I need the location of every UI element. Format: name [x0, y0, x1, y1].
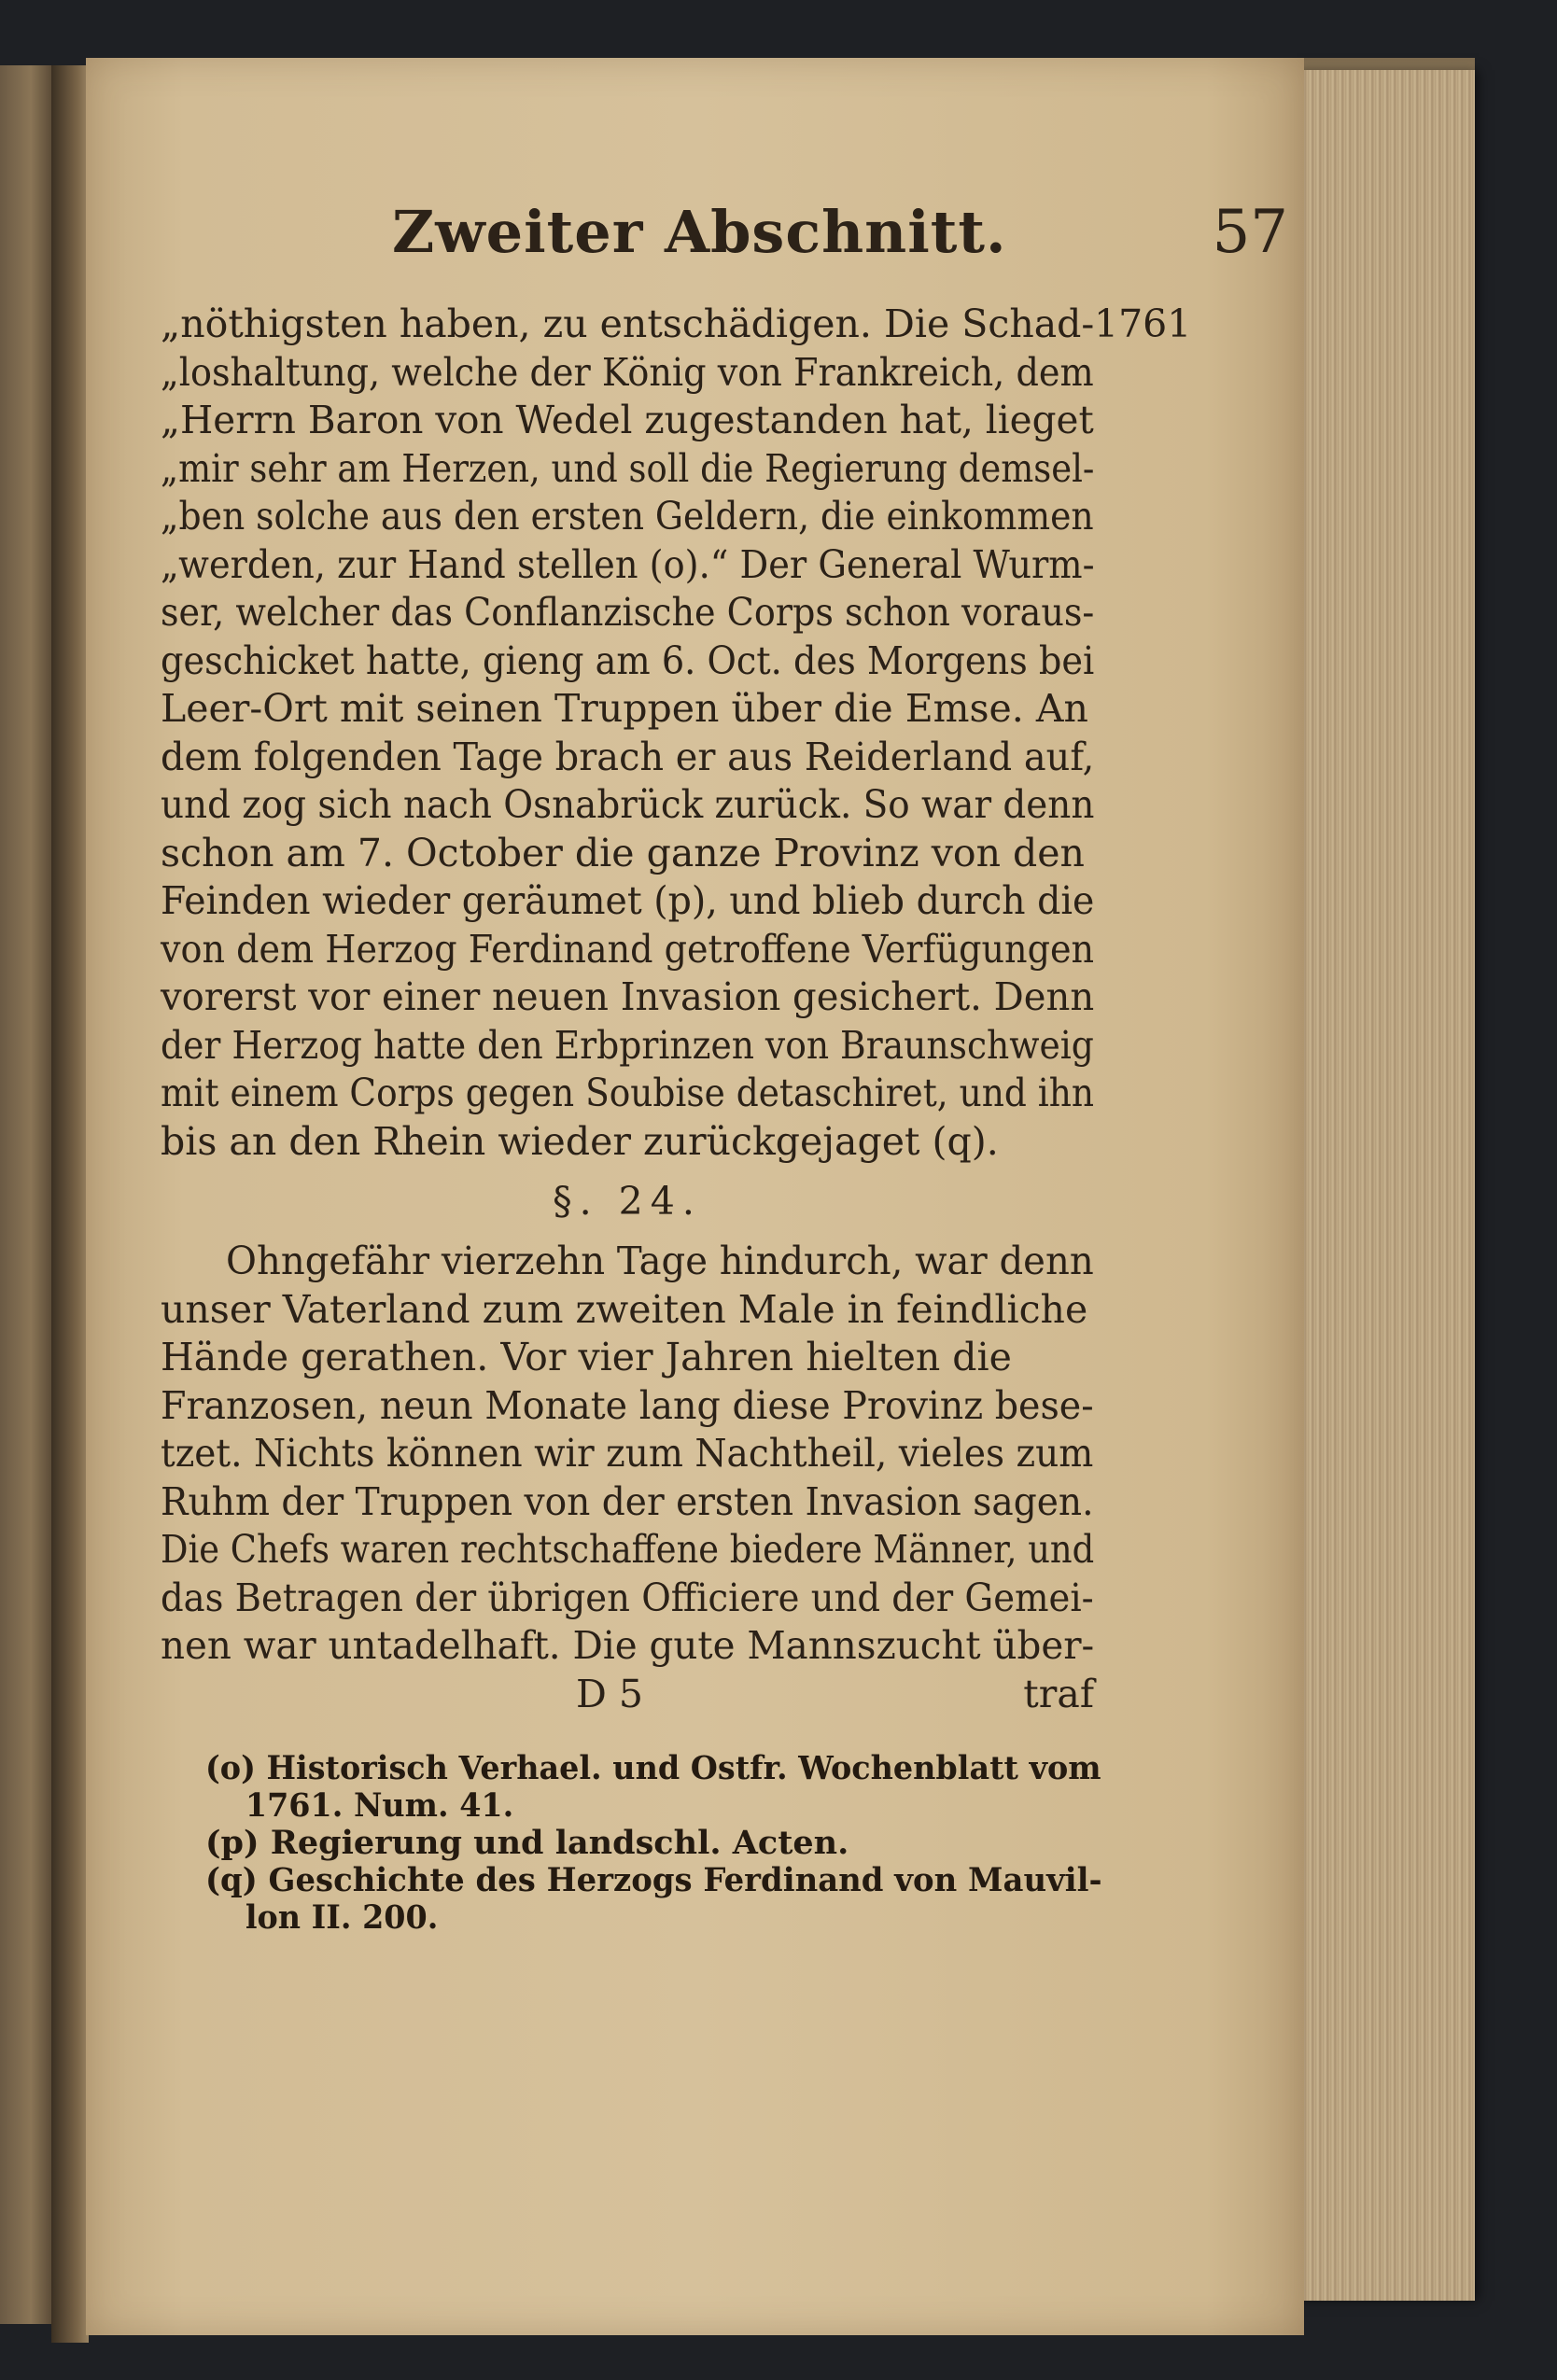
- text-line: „mir sehr am Herzen, und soll die Regierung demsel-: [161, 445, 1095, 491]
- text-line: schon am 7. October die ganze Provinz von den: [161, 830, 1085, 875]
- footnote: (p) Regierung und landschl. Acten.: [205, 1824, 849, 1862]
- footnote-continuation: 1761. Num. 41.: [245, 1786, 514, 1825]
- text-line: ser, welcher das Conflanzische Corps schon voraus-: [161, 590, 1095, 635]
- text-line: Ohngefähr vierzehn Tage hindurch, war denn: [226, 1239, 1094, 1283]
- text-line: mit einem Corps gegen Soubise detaschiret, und ihn: [161, 1071, 1095, 1115]
- text-line: der Herzog hatte den Erbprinzen von Braunschweig: [161, 1022, 1094, 1068]
- running-title: Zweiter Abschnitt.: [392, 198, 1007, 266]
- page-stack-edge: [1293, 70, 1475, 2301]
- footnotes: [205, 1750, 1101, 1937]
- margin-year: 1761: [1094, 301, 1192, 346]
- page-number: 57: [1212, 198, 1288, 267]
- text-line: dem folgenden Tage brach er aus Reiderland auf,: [161, 734, 1095, 779]
- footnote-continuation: lon II. 200.: [245, 1898, 439, 1937]
- text-line: Die Chefs waren rechtschaffene biedere Männer, und: [161, 1527, 1095, 1572]
- text-line: „ben solche aus den ersten Geldern, die einkommen: [161, 494, 1094, 539]
- body-text: [161, 301, 1192, 1718]
- text-line: und zog sich nach Osnabrück zurück. So war denn: [161, 782, 1095, 827]
- section-heading: §. 24.: [553, 1179, 702, 1224]
- text-line: von dem Herzog Ferdinand getroffene Verfügungen: [161, 926, 1095, 972]
- left-page-edge: [0, 65, 51, 2324]
- text-line: geschicket hatte, gieng am 6. Oct. des Morgens bei: [161, 637, 1095, 683]
- text-line: Leer-Ort mit seinen Truppen über die Emse. An: [161, 686, 1088, 731]
- text-line: „loshaltung, welche der König von Frankreich, dem: [161, 349, 1094, 395]
- signature-line: [161, 1671, 1094, 1719]
- page-header: [355, 198, 1288, 282]
- text-line: tzet. Nichts können wir zum Nachtheil, vieles zum: [161, 1431, 1094, 1476]
- text-line: vorerst vor einer neuen Invasion gesichert. Denn: [161, 974, 1095, 1019]
- text-line: „werden, zur Hand stellen (o).“ Der General Wurm-: [161, 541, 1095, 587]
- text-line: Franzosen, neun Monate lang diese Provinz bese-: [161, 1382, 1094, 1428]
- footnote: (o) Historisch Verhael. und Ostfr. Wochenblatt vom: [205, 1749, 1101, 1787]
- text-line: Feinden wieder geräumet (p), und blieb durch die: [161, 878, 1095, 923]
- text-line: „Herrn Baron von Wedel zugestanden hat, lieget: [161, 398, 1094, 442]
- signature-mark: D 5: [576, 1671, 643, 1716]
- text-line: das Betragen der übrigen Officiere und der Gemei-: [161, 1575, 1094, 1620]
- text-line: „nöthigsten haben, zu entschädigen. Die Schad- 1761: [161, 301, 1094, 349]
- footnote: (q) Geschichte des Herzogs Ferdinand von Mauvil-: [205, 1861, 1102, 1899]
- text-line: Ruhm der Truppen von der ersten Invasion sagen.: [161, 1478, 1094, 1524]
- text-line: Hände gerathen. Vor vier Jahren hielten die: [161, 1335, 1012, 1379]
- catchword: traf: [1023, 1671, 1094, 1716]
- text-line: bis an den Rhein wieder zurückgejaget (q).: [161, 1118, 999, 1164]
- text-line: unser Vaterland zum zweiten Male in feindliche: [161, 1286, 1088, 1332]
- text-line: nen war untadelhaft. Die gute Mannszucht über-: [161, 1623, 1095, 1668]
- book-gutter: [51, 65, 89, 2343]
